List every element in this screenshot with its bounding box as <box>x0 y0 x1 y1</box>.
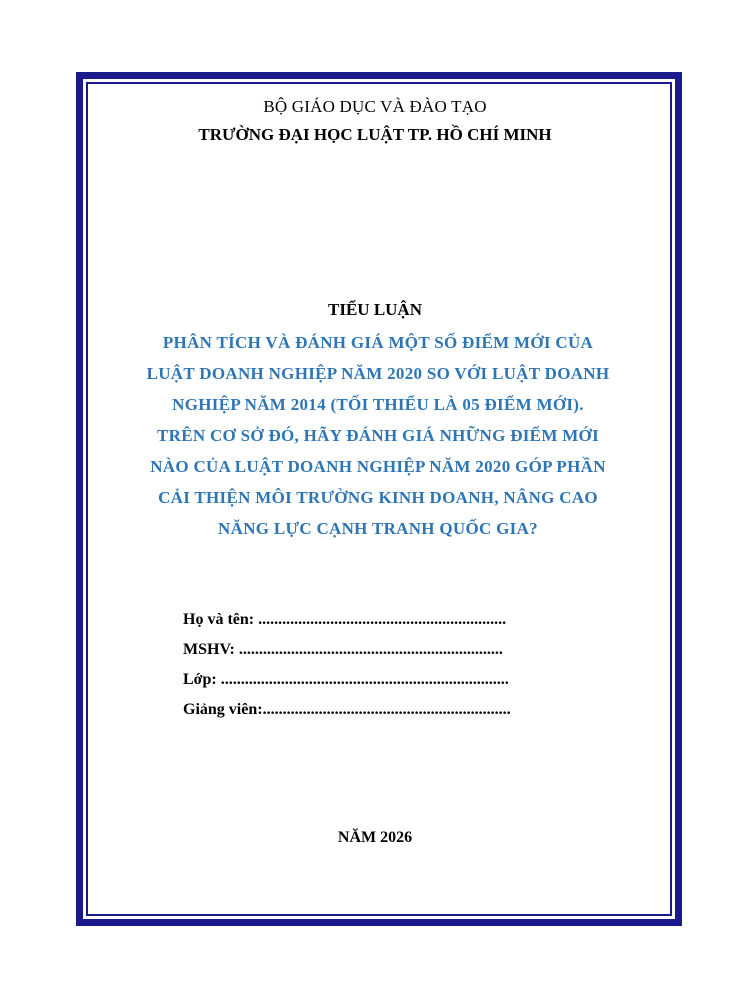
name-field: Họ và tên: .............................................................. <box>183 611 507 628</box>
school-name: TRƯỜNG ĐẠI HỌC LUẬT TP. HỒ CHÍ MINH <box>198 125 552 144</box>
topic-line: LUẬT DOANH NGHIỆP NĂM 2020 SO VỚI LUẬT DOANH <box>146 364 610 383</box>
student-info <box>183 605 511 725</box>
lecturer-field: Giảng viên:.............................................................. <box>183 701 511 718</box>
topic-line: PHÂN TÍCH VÀ ĐÁNH GIÁ MỘT SỐ ĐIỂM MỚI CỦA <box>162 333 594 352</box>
topic-line: NGHIỆP NĂM 2014 (TỐI THIỂU LÀ 05 ĐIỂM MỚI). <box>172 395 584 414</box>
topic-title <box>100 327 656 544</box>
class-field: Lớp: ........................................................................ <box>183 671 509 688</box>
document-type: TIỂU LUẬN <box>328 300 422 319</box>
student-id-field: MSHV: .................................................................. <box>183 641 503 658</box>
topic-line: TRÊN CƠ SỞ ĐÓ, HÃY ĐÁNH GIÁ NHỮNG ĐIỂM MỚI <box>156 426 599 445</box>
topic-line: NÀO CỦA LUẬT DOANH NGHIỆP NĂM 2020 GÓP PHẦN <box>150 457 606 476</box>
header <box>0 94 750 150</box>
ministry-name: BỘ GIÁO DỤC VÀ ĐÀO TẠO <box>263 97 487 116</box>
topic-line: NĂNG LỰC CẠNH TRANH QUỐC GIA? <box>218 519 538 538</box>
year: NĂM 2026 <box>337 829 413 846</box>
topic-line: CẢI THIỆN MÔI TRƯỜNG KINH DOANH, NÂNG CAO <box>158 488 598 507</box>
